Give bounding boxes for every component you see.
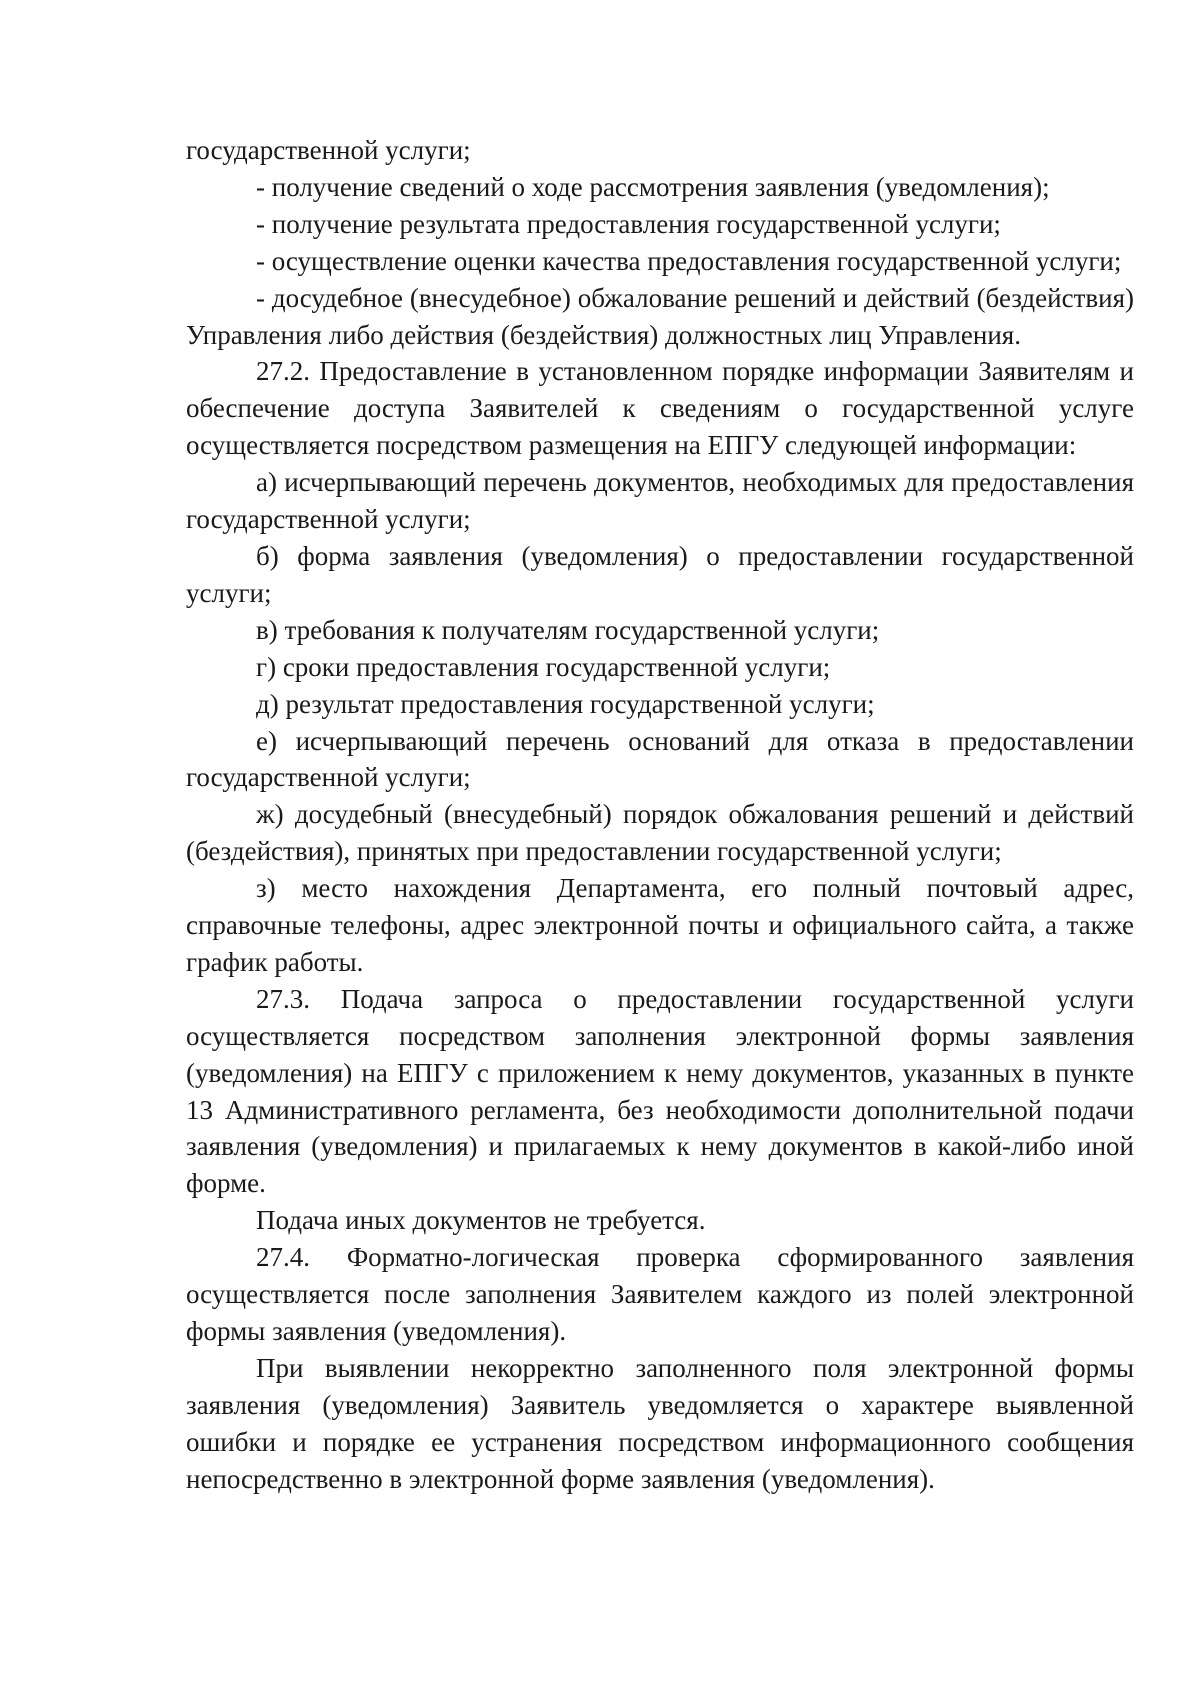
no-other-documents-note: Подача иных документов не требуется. [256, 1205, 706, 1236]
clause-27-2: 27.2. Предоставление в установленном порядке информации Заявителям и обеспечение доступа Заявителей к сведениям о государственной услуге осуществляется посредством размещения на ЕПГУ следующей информации: [186, 356, 1134, 461]
list-item-z: з) место нахождения Департамента, его полный почтовый адрес, справочные телефоны, адрес электронной почты и официального сайта, а также график работы. [186, 873, 1134, 977]
list-item-e: е) исчерпывающий перечень оснований для отказа в предоставлении государственной услуги; [186, 725, 1134, 793]
document-body [186, 132, 1134, 1498]
error-notification-paragraph: При выявлении некорректно заполненного поля электронной формы заявления (уведомления) Заявитель уведомляется о характере выявленной ошибки и порядке ее устранения посредством информационного сообщения непосредственно в электронной форме заявления (уведомления). [186, 1352, 1134, 1494]
clause-27-4: 27.4. Форматно-логическая проверка сформированного заявления осуществляется после заполнения Заявителем каждого из полей электронной формы заявления (уведомления). [186, 1242, 1134, 1346]
list-item-b: б) форма заявления (уведомления) о предоставлении государственной услуги; [186, 540, 1134, 608]
list-item-a: а) исчерпывающий перечень документов, необходимых для предоставления государственной услуги; [186, 467, 1134, 535]
list-item-zh: ж) досудебный (внесудебный) порядок обжалования решений и действий (бездействия), принятых при предоставлении государственной услуги; [186, 799, 1134, 867]
list-item-d: д) результат предоставления государственной услуги; [256, 688, 875, 719]
list-item-result: - получение результата предоставления государственной услуги; [256, 208, 1001, 239]
paragraph-continuation: государственной услуги; [186, 135, 471, 165]
list-item-g: г) сроки предоставления государственной услуги; [256, 651, 831, 682]
list-item-v: в) требования к получателям государственной услуги; [256, 614, 880, 645]
list-item-appeal: - досудебное (внесудебное) обжалование решений и действий (бездействия) Управления либо действия (бездействия) должностных лиц Управления. [186, 282, 1134, 350]
list-item-status-info: - получение сведений о ходе рассмотрения заявления (уведомления); [256, 171, 1050, 202]
list-item-quality-assessment: - осуществление оценки качества предоставления государственной услуги; [256, 245, 1122, 276]
clause-27-3: 27.3. Подача запроса о предоставлении государственной услуги осуществляется посредством заполнения электронной формы заявления (уведомления) на ЕПГУ с приложением к нему документов, указанных в пункте 13 Административного регламента, без необходимости дополнительной подачи заявления (уведомления) и прилагаемых к нему документов в какой-либо иной форме. [186, 983, 1134, 1199]
